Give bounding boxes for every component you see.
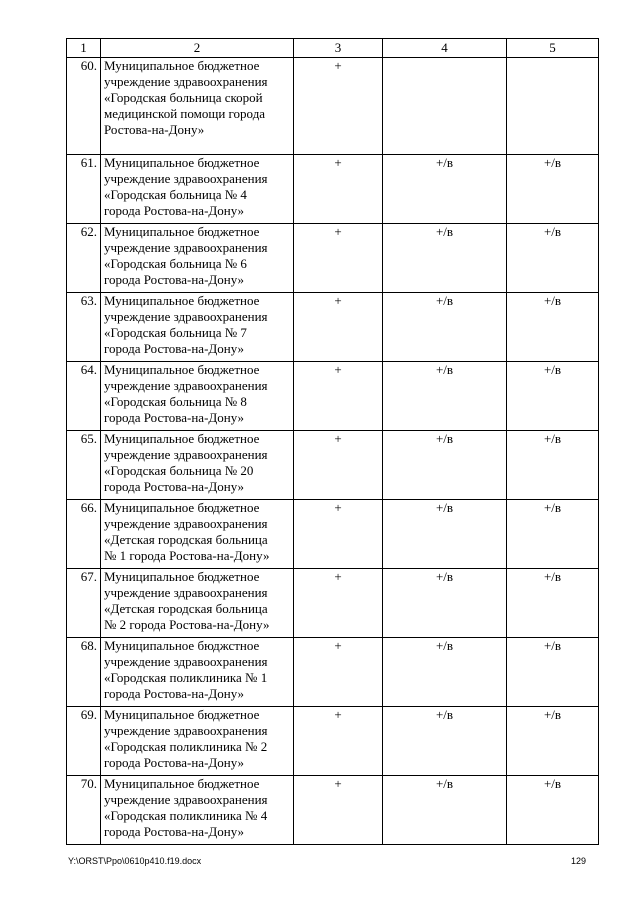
column-5-mark: +/в <box>507 431 599 500</box>
column-3-mark: + <box>294 155 383 224</box>
facility-name: Муниципальное бюджстное учреждение здравоохранения «Городская поликлиника № 1 города Ростова-на-Дону» <box>101 638 294 707</box>
column-3-mark: + <box>294 362 383 431</box>
row-number: 70. <box>67 776 101 845</box>
column-5-mark <box>507 58 599 155</box>
column-5-mark: +/в <box>507 707 599 776</box>
table-row <box>67 776 599 845</box>
column-header-2: 2 <box>101 39 294 58</box>
column-4-mark: +/в <box>383 707 507 776</box>
row-number: 65. <box>67 431 101 500</box>
column-5-mark: +/в <box>507 155 599 224</box>
column-3-mark: + <box>294 638 383 707</box>
column-header-4: 4 <box>383 39 507 58</box>
row-number: 61. <box>67 155 101 224</box>
table-row <box>67 362 599 431</box>
row-number: 64. <box>67 362 101 431</box>
table-body <box>67 58 599 845</box>
row-number: 67. <box>67 569 101 638</box>
row-number: 66. <box>67 500 101 569</box>
row-number: 60. <box>67 58 101 155</box>
table-row <box>67 500 599 569</box>
facilities-table <box>66 38 599 845</box>
column-5-mark: +/в <box>507 293 599 362</box>
column-3-mark: + <box>294 500 383 569</box>
column-3-mark: + <box>294 776 383 845</box>
row-number: 63. <box>67 293 101 362</box>
facility-name: Муниципальное бюджетное учреждение здравоохранения «Городская больница № 7 города Ростова-на-Дону» <box>101 293 294 362</box>
column-header-1: 1 <box>67 39 101 58</box>
footer-page-number: 129 <box>570 856 586 866</box>
table-row <box>67 569 599 638</box>
facility-name: Муниципальное бюджетное учреждение здравоохранения «Городская больница № 4 города Ростова-на-Дону» <box>101 155 294 224</box>
facility-name: Муниципальное бюджетное учреждение здравоохранения «Детская городская больница № 2 города Ростова-на-Дону» <box>101 569 294 638</box>
column-3-mark: + <box>294 431 383 500</box>
column-4-mark: +/в <box>383 293 507 362</box>
column-4-mark: +/в <box>383 776 507 845</box>
column-5-mark: +/в <box>507 776 599 845</box>
column-5-mark: +/в <box>507 569 599 638</box>
column-5-mark: +/в <box>507 638 599 707</box>
column-4-mark: +/в <box>383 362 507 431</box>
column-5-mark: +/в <box>507 362 599 431</box>
column-5-mark: +/в <box>507 224 599 293</box>
row-number: 68. <box>67 638 101 707</box>
footer-file-path: Y:\ORST\Ppo\0610p410.f19.docx <box>68 856 202 866</box>
column-5-mark: +/в <box>507 500 599 569</box>
row-number: 69. <box>67 707 101 776</box>
column-4-mark: +/в <box>383 155 507 224</box>
column-4-mark <box>383 58 507 155</box>
facility-name: Муниципальное бюджетное учреждение здравоохранения «Городская больница № 20 города Ростова-на-Дону» <box>101 431 294 500</box>
facility-name: Муниципальное бюджетное учреждение здравоохранения «Городская поликлиника № 2 города Ростова-на-Дону» <box>101 707 294 776</box>
column-4-mark: +/в <box>383 224 507 293</box>
table-row <box>67 293 599 362</box>
table-row <box>67 707 599 776</box>
table-row <box>67 155 599 224</box>
facility-name: Муниципальное бюджетное учреждение здравоохранения «Городская больница скорой медицинской помощи города Ростова-на-Дону» <box>101 58 294 155</box>
column-3-mark: + <box>294 293 383 362</box>
column-4-mark: +/в <box>383 569 507 638</box>
column-header-3: 3 <box>294 39 383 58</box>
column-header-5: 5 <box>507 39 599 58</box>
column-3-mark: + <box>294 58 383 155</box>
facility-name: Муниципальное бюджетное учреждение здравоохранения «Детская городская больница № 1 города Ростова-на-Дону» <box>101 500 294 569</box>
table-row <box>67 638 599 707</box>
row-number: 62. <box>67 224 101 293</box>
facility-name: Муниципальное бюджетное учреждение здравоохранения «Городская поликлиника № 4 города Ростова-на-Дону» <box>101 776 294 845</box>
column-3-mark: + <box>294 569 383 638</box>
column-4-mark: +/в <box>383 431 507 500</box>
header-row <box>67 39 599 58</box>
table-row <box>67 58 599 155</box>
table-row <box>67 431 599 500</box>
column-3-mark: + <box>294 707 383 776</box>
facility-name: Муниципальное бюджетное учреждение здравоохранения «Городская больница № 6 города Ростова-на-Дону» <box>101 224 294 293</box>
column-4-mark: +/в <box>383 638 507 707</box>
facility-name: Муниципальное бюджетное учреждение здравоохранения «Городская больница № 8 города Ростова-на-Дону» <box>101 362 294 431</box>
column-3-mark: + <box>294 224 383 293</box>
table-row <box>67 224 599 293</box>
column-4-mark: +/в <box>383 500 507 569</box>
